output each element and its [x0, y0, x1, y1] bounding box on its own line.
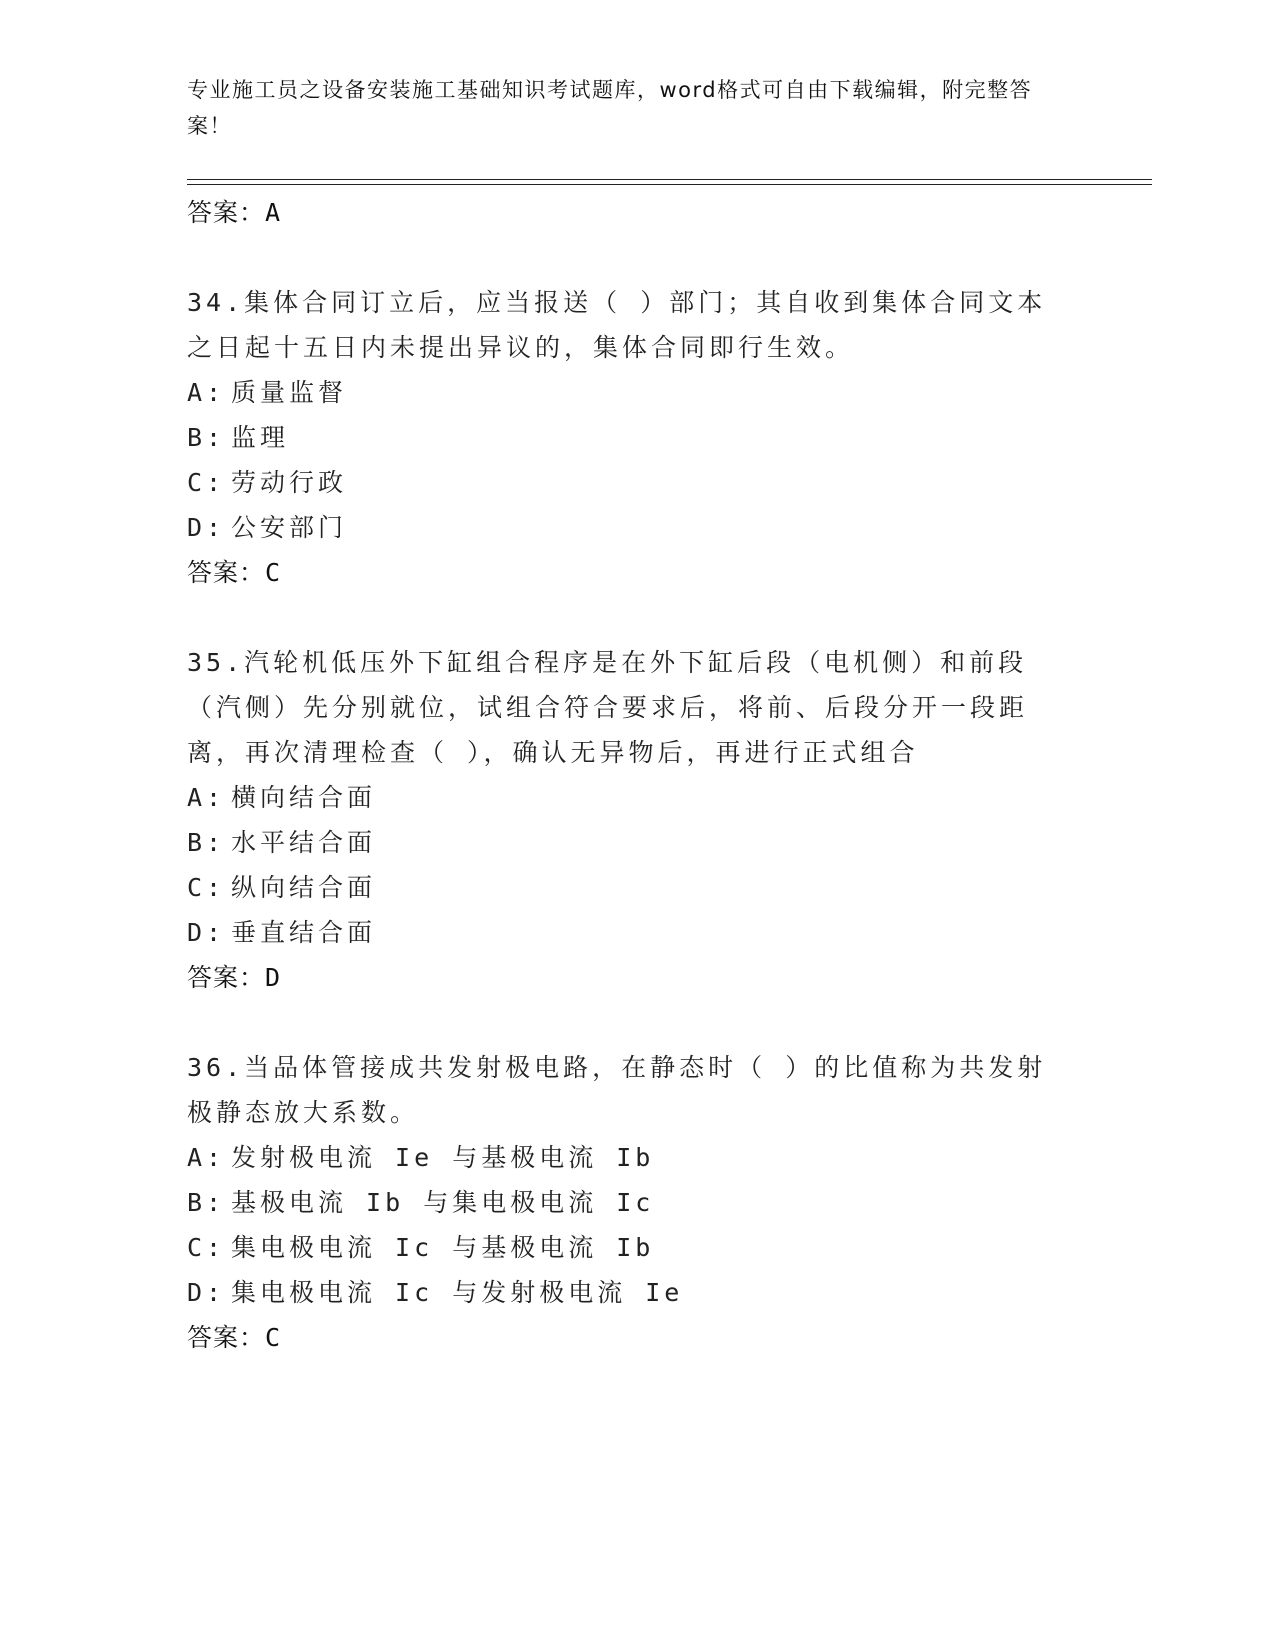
answer-line	[187, 190, 1087, 236]
option-a	[187, 1135, 1087, 1180]
option-b	[187, 820, 1087, 865]
option-d	[187, 1270, 1087, 1315]
option-text: 水平结合面	[231, 828, 377, 857]
answer-value: A	[265, 198, 282, 227]
option-key: A:	[187, 783, 226, 812]
option-text: 公安部门	[231, 513, 348, 542]
answer-label: 答案：	[187, 558, 266, 587]
option-text: 监理	[231, 423, 290, 452]
option-text: 横向结合面	[231, 783, 377, 812]
option-key: D:	[187, 918, 226, 947]
option-text: 集电极电流 Ic 与发射极电流 Ie	[231, 1278, 684, 1307]
answer-line	[187, 955, 1087, 1001]
option-key: C:	[187, 1233, 226, 1262]
option-d	[187, 505, 1087, 550]
option-c	[187, 865, 1087, 910]
option-text: 纵向结合面	[231, 873, 377, 902]
option-key: D:	[187, 1278, 226, 1307]
header-text: 专业施工员之设备安装施工基础知识考试题库，word格式可自由下载编辑，附完整答案！	[187, 78, 1033, 138]
option-key: C:	[187, 873, 226, 902]
answer-value: C	[265, 558, 282, 587]
question-text: 34.集体合同订立后，应当报送（ ）部门；其自收到集体合同文本之日起十五日内未提出异议的，集体合同即行生效。	[187, 288, 1047, 362]
option-key: C:	[187, 468, 226, 497]
header-rule-bottom	[187, 184, 1152, 185]
question-block	[187, 1045, 1087, 1361]
option-b	[187, 1180, 1087, 1225]
option-text: 发射极电流 Ie 与基极电流 Ib	[231, 1143, 655, 1172]
option-a	[187, 370, 1087, 415]
option-d	[187, 910, 1087, 955]
question-content	[187, 190, 1087, 1361]
header-rule-top	[187, 179, 1152, 180]
option-key: B:	[187, 828, 226, 857]
option-text: 垂直结合面	[231, 918, 377, 947]
answer-label: 答案：	[187, 198, 266, 227]
option-key: A:	[187, 1143, 226, 1172]
option-key: A:	[187, 378, 226, 407]
option-key: B:	[187, 423, 226, 452]
option-text: 质量监督	[231, 378, 348, 407]
option-text: 劳动行政	[231, 468, 348, 497]
option-text: 基极电流 Ib 与集电极电流 Ic	[231, 1188, 655, 1217]
question-text: 36.当品体管接成共发射极电路，在静态时（ ）的比值称为共发射极静态放大系数。	[187, 1053, 1047, 1127]
answer-label: 答案：	[187, 1323, 266, 1352]
option-a	[187, 775, 1087, 820]
option-key: D:	[187, 513, 226, 542]
option-key: B:	[187, 1188, 226, 1217]
answer-line	[187, 550, 1087, 596]
question-text: 35.汽轮机低压外下缸组合程序是在外下缸后段（电机侧）和前段（汽侧）先分别就位，试组合符合要求后，将前、后段分开一段距离，再次清理检查（ ），确认无异物后，再进行正式组合	[187, 648, 1029, 767]
answer-line	[187, 1315, 1087, 1361]
answer-value: C	[265, 1323, 282, 1352]
question-block	[187, 640, 1087, 1001]
page-header	[187, 72, 1067, 144]
option-c	[187, 1225, 1087, 1270]
option-text: 集电极电流 Ic 与基极电流 Ib	[231, 1233, 655, 1262]
answer-label: 答案：	[187, 963, 266, 992]
option-c	[187, 460, 1087, 505]
answer-value: D	[265, 963, 282, 992]
option-b	[187, 415, 1087, 460]
question-block	[187, 280, 1087, 596]
